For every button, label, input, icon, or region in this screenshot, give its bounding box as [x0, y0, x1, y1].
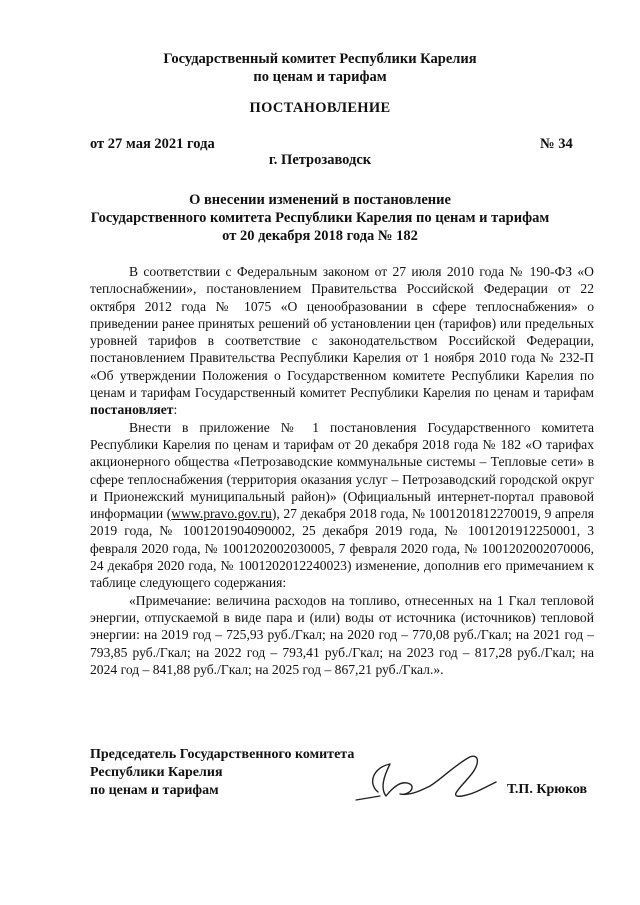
preamble-colon: : — [173, 402, 178, 418]
title-line1: О внесении изменений в постановление — [189, 192, 451, 208]
resolves-keyword: постановляет — [90, 402, 174, 418]
preamble-text: В соответствии с Федеральным законом от 27 июля 2010 года № 190-ФЗ «О теплоснабжении», постановлением Правительства Российской Федерации от 22 октября 2012 года № 1075 «О ценообразовании в сфере теплоснабжения» о приведении ранее принятых решений об установлении цен (тарифов) или предельных уровней тарифов в соответствие с законодательством Российской Федерации, постановлением Правительства Республики Карелия от 1 ноября 2010 года № 232-П «Об утверждении Положения о Государственном комитете Республики Карелия по ценам и тарифам Государственный комитет Республики Карелия по ценам и тарифам — [90, 264, 594, 401]
document-body — [90, 263, 594, 678]
handwritten-signature — [350, 740, 510, 810]
amendment-text-end: ), 27 декабря 2018 года, № 1001201812270019, 9 апреля 2019 года, № 1001201904090002, 25 декабря 2019 года, № 1001201912250001, 3 февраля 2020 года, № 1001202002030005, 7 февраля 2020 года, № 1001202002070006, 24 декабря 2020 года, № 1001202012240023) изменение, дополнив его примечанием к таблице следующего содержания: — [90, 506, 594, 591]
body-paragraph-preamble — [90, 263, 594, 419]
body-paragraph-note: «Примечание: величина расходов на топливо, отнесенных на 1 Гкал тепловой энергии, отпускаемой в виде пара и (или) воды от источника (источников) тепловой энергии: на 2019 год – 725,93 руб./Гкал; на 2020 год – 770,08 руб./Гкал; на 2021 год – 793,85 руб./Гкал; на 2022 год – 793,41 руб./Гкал; на 2023 год – 817,28 руб./Гкал; на 2024 год – 841,88 руб./Гкал; на 2025 год – 867,21 руб./Гкал.». — [90, 592, 594, 677]
document-number: № 34 — [540, 136, 573, 152]
signature-title-block — [90, 746, 354, 800]
title-line3: от 20 декабря 2018 года № 182 — [222, 228, 418, 244]
committee-header — [0, 50, 640, 86]
pravo-link[interactable]: www.pravo.gov.ru — [171, 506, 272, 522]
title-line2: Государственного комитета Республики Карелия по ценам и тарифам — [90, 210, 550, 226]
document-city: г. Петрозаводск — [268, 152, 372, 168]
signature-title-line2: Республики Карелия — [90, 765, 223, 780]
body-paragraph-amendment — [90, 419, 594, 592]
committee-name-line2: по ценам и тарифам — [253, 69, 387, 85]
signature-title-line1: Председатель Государственного комитета — [90, 747, 355, 762]
committee-name-line1: Государственный комитет Республики Карелия — [163, 51, 477, 67]
document-type-heading: ПОСТАНОВЛЕНИЕ — [249, 100, 391, 116]
amendment-text-start: Внести в приложение № 1 постановления Государственного комитета Республики Карелия по ценам и тарифам от 20 декабря 2018 года № 182 «О тарифах акционерного общества «Петрозаводские коммунальные системы – Тепловые сети» в сфере теплоснабжения (территория оказания услуг – Петрозаводский городской округ и Прионежский муниципальный район)» (Официальный интернет-портал правовой информации ( — [90, 419, 594, 522]
document-title — [0, 191, 640, 245]
document-date: от 27 мая 2021 года — [90, 136, 215, 152]
signature-title-line3: по ценам и тарифам — [90, 783, 219, 798]
signer-name: Т.П. Крюков — [507, 782, 588, 797]
